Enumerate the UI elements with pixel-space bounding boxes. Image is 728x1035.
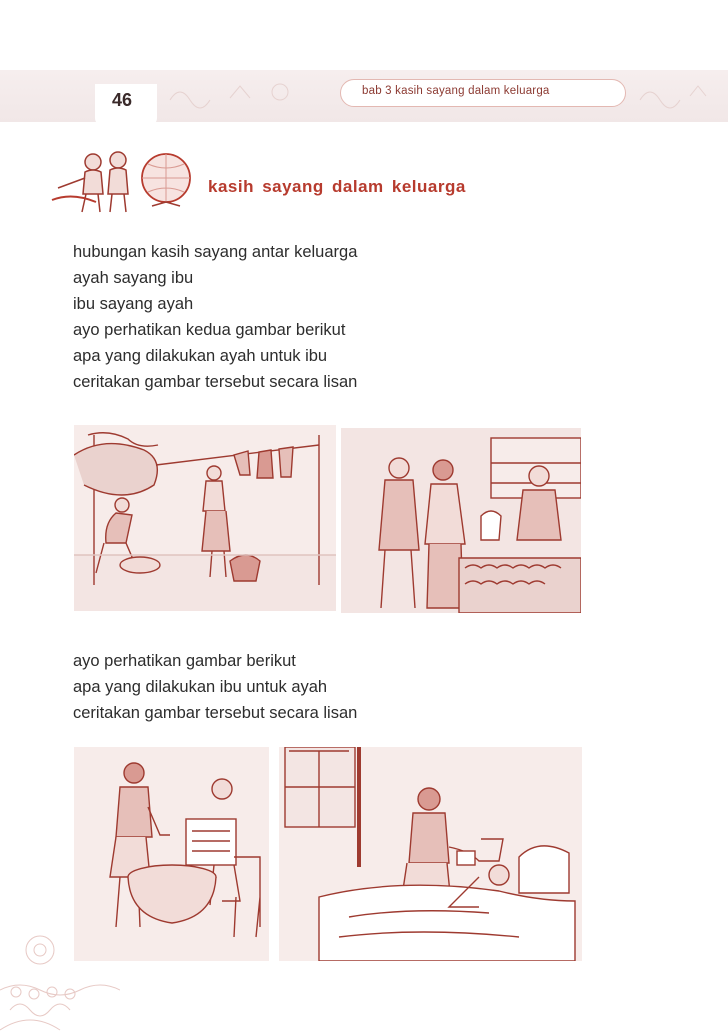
- paragraph-question: [73, 648, 357, 726]
- chapter-label: bab 3 kasih sayang dalam keluarga: [362, 85, 550, 97]
- corner-flower-decoration-icon: [0, 930, 120, 1035]
- text-line: apa yang dilakukan ayah untuk ibu: [73, 347, 328, 365]
- illustration-serving-drink: [74, 747, 269, 961]
- text-line: ayo perhatikan kedua gambar berikut: [73, 321, 346, 339]
- page-number: 46: [112, 90, 133, 110]
- text-line: apa yang dilakukan ibu untuk ayah: [73, 678, 328, 696]
- text-line: ceritakan gambar tersebut secara lisan: [73, 373, 358, 391]
- children-with-globe-icon: [48, 148, 198, 218]
- section-title: kasih sayang dalam keluarga: [208, 177, 466, 196]
- text-line: ibu sayang ayah: [73, 295, 194, 313]
- paragraph-intro: [73, 239, 357, 395]
- illustration-market: [341, 428, 581, 613]
- text-line: ayah sayang ibu: [73, 269, 194, 287]
- text-line: ceritakan gambar tersebut secara lisan: [73, 704, 358, 722]
- illustration-caring-sick: [279, 747, 582, 961]
- text-line: ayo perhatikan gambar berikut: [73, 652, 296, 670]
- illustration-laundry: [74, 425, 336, 611]
- text-line: hubungan kasih sayang antar keluarga: [73, 243, 358, 261]
